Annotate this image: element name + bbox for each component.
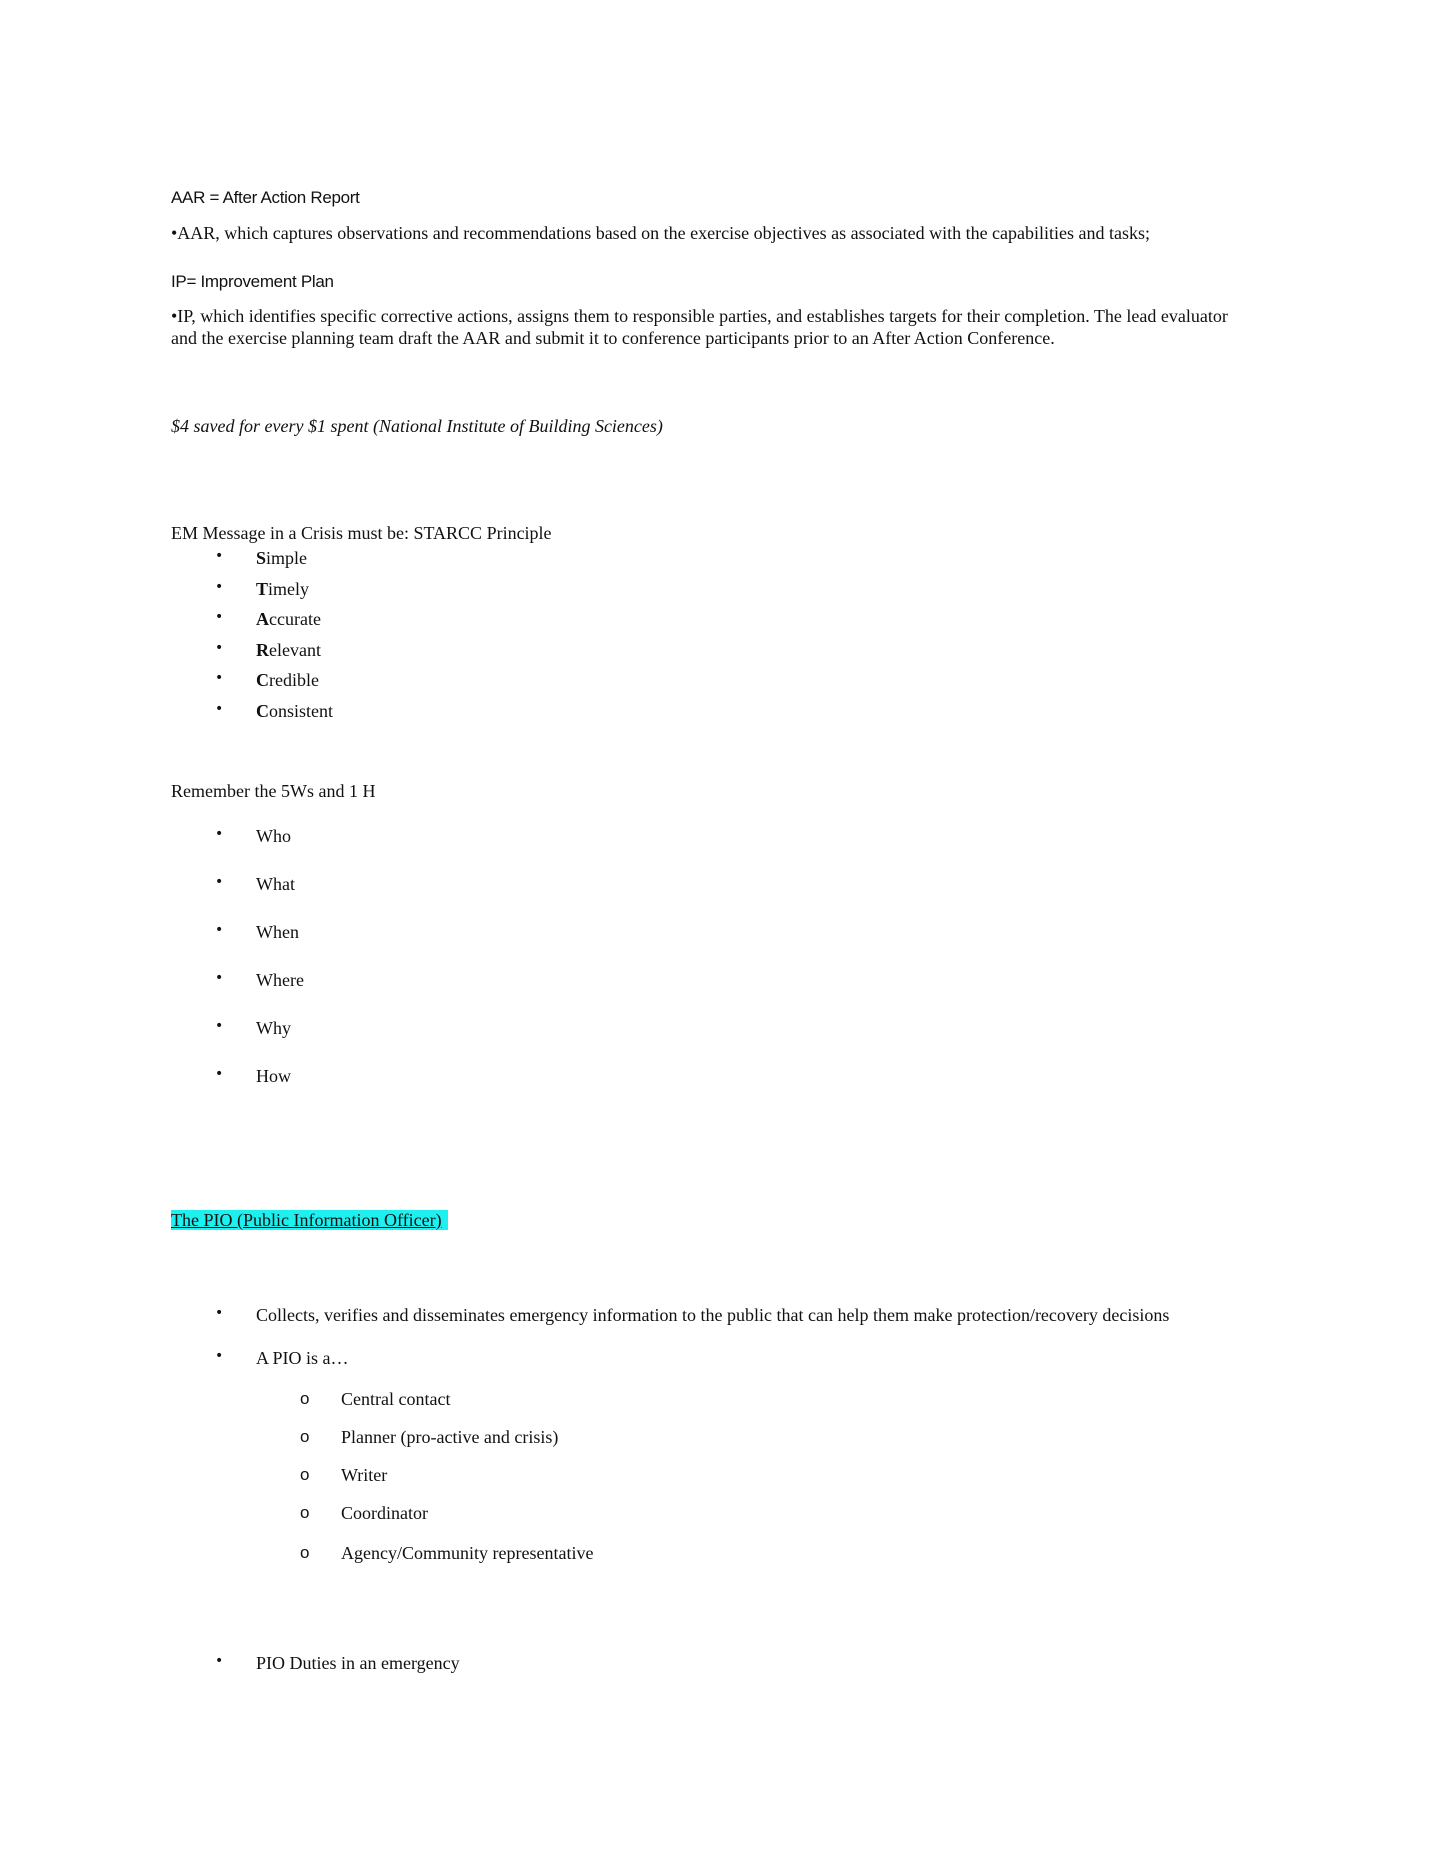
bullet-icon: • <box>215 1305 224 1321</box>
starcc-rest: onsistent <box>269 701 334 721</box>
starcc-initial: T <box>256 579 269 599</box>
starcc-initial: S <box>256 548 267 568</box>
pio-bullet-text: Collects, verifies and disseminates emergency information to the public that can help them make protection/recovery decisions <box>256 1305 1170 1325</box>
ip-description: •IP, which identifies specific corrective actions, assigns them to responsible parties, and establishes targets for their completion. The lead evaluator and the exercise planning team draft the AAR and submit it to conference participants prior to an After Action Conference. <box>171 306 1228 348</box>
bullet-icon: • <box>215 1348 224 1364</box>
bullet-icon: • <box>215 701 224 717</box>
pio-sub-text: Writer <box>341 1465 388 1485</box>
circle-bullet-icon: o <box>300 1503 310 1522</box>
starcc-rest: imely <box>268 579 310 599</box>
fivew-item: What <box>256 874 295 894</box>
fivew-item: Who <box>256 826 291 846</box>
pio-sub-text: Planner (pro-active and crisis) <box>341 1427 559 1447</box>
pio-heading-link[interactable]: The PIO (Public Information Officer) <box>171 1210 448 1230</box>
bullet-icon: • <box>215 609 224 625</box>
starcc-initial: R <box>256 640 269 660</box>
pio-sub-text: Central contact <box>341 1389 451 1409</box>
circle-bullet-icon: o <box>300 1543 310 1562</box>
ip-heading: IP= Improvement Plan <box>171 272 334 291</box>
bullet-icon: • <box>215 548 224 564</box>
starcc-initial: C <box>256 701 269 721</box>
starcc-rest: ccurate <box>269 609 321 629</box>
pio-heading[interactable] <box>171 1210 448 1231</box>
bullet-icon: • <box>215 1018 224 1034</box>
starcc-initial: C <box>256 670 269 690</box>
bullet-icon: • <box>215 874 224 890</box>
aar-description: •AAR, which captures observations and recommendations based on the exercise objectives as associated with the capabilities and tasks; <box>171 223 1151 243</box>
circle-bullet-icon: o <box>300 1465 310 1484</box>
fivew-item: Why <box>256 1018 291 1038</box>
pio-bullet-text: A PIO is a… <box>256 1348 349 1368</box>
bullet-icon: • <box>215 670 224 686</box>
fivew-item: How <box>256 1066 291 1086</box>
bullet-icon: • <box>215 826 224 842</box>
starcc-rest: imple <box>266 548 308 568</box>
pio-duties-text: PIO Duties in an emergency <box>256 1653 460 1673</box>
circle-bullet-icon: o <box>300 1427 310 1446</box>
bullet-icon: • <box>215 1066 224 1082</box>
bullet-icon: • <box>215 1653 224 1669</box>
starcc-initial: A <box>256 609 269 629</box>
pio-sub-text: Agency/Community representative <box>341 1543 594 1563</box>
bullet-icon: • <box>215 640 224 656</box>
savings-note: $4 saved for every $1 spent (National Institute of Building Sciences) <box>171 416 663 436</box>
bullet-icon: • <box>215 579 224 595</box>
bullet-icon: • <box>215 970 224 986</box>
starcc-rest: redible <box>269 670 319 690</box>
aar-heading: AAR = After Action Report <box>171 188 360 207</box>
starcc-rest: elevant <box>269 640 321 660</box>
bullet-icon: • <box>215 922 224 938</box>
fivew-item: Where <box>256 970 304 990</box>
fivew-item: When <box>256 922 299 942</box>
fivew-heading: Remember the 5Ws and 1 H <box>171 781 376 801</box>
starcc-heading: EM Message in a Crisis must be: STARCC Principle <box>171 523 552 543</box>
pio-sub-text: Coordinator <box>341 1503 428 1523</box>
circle-bullet-icon: o <box>300 1389 310 1408</box>
